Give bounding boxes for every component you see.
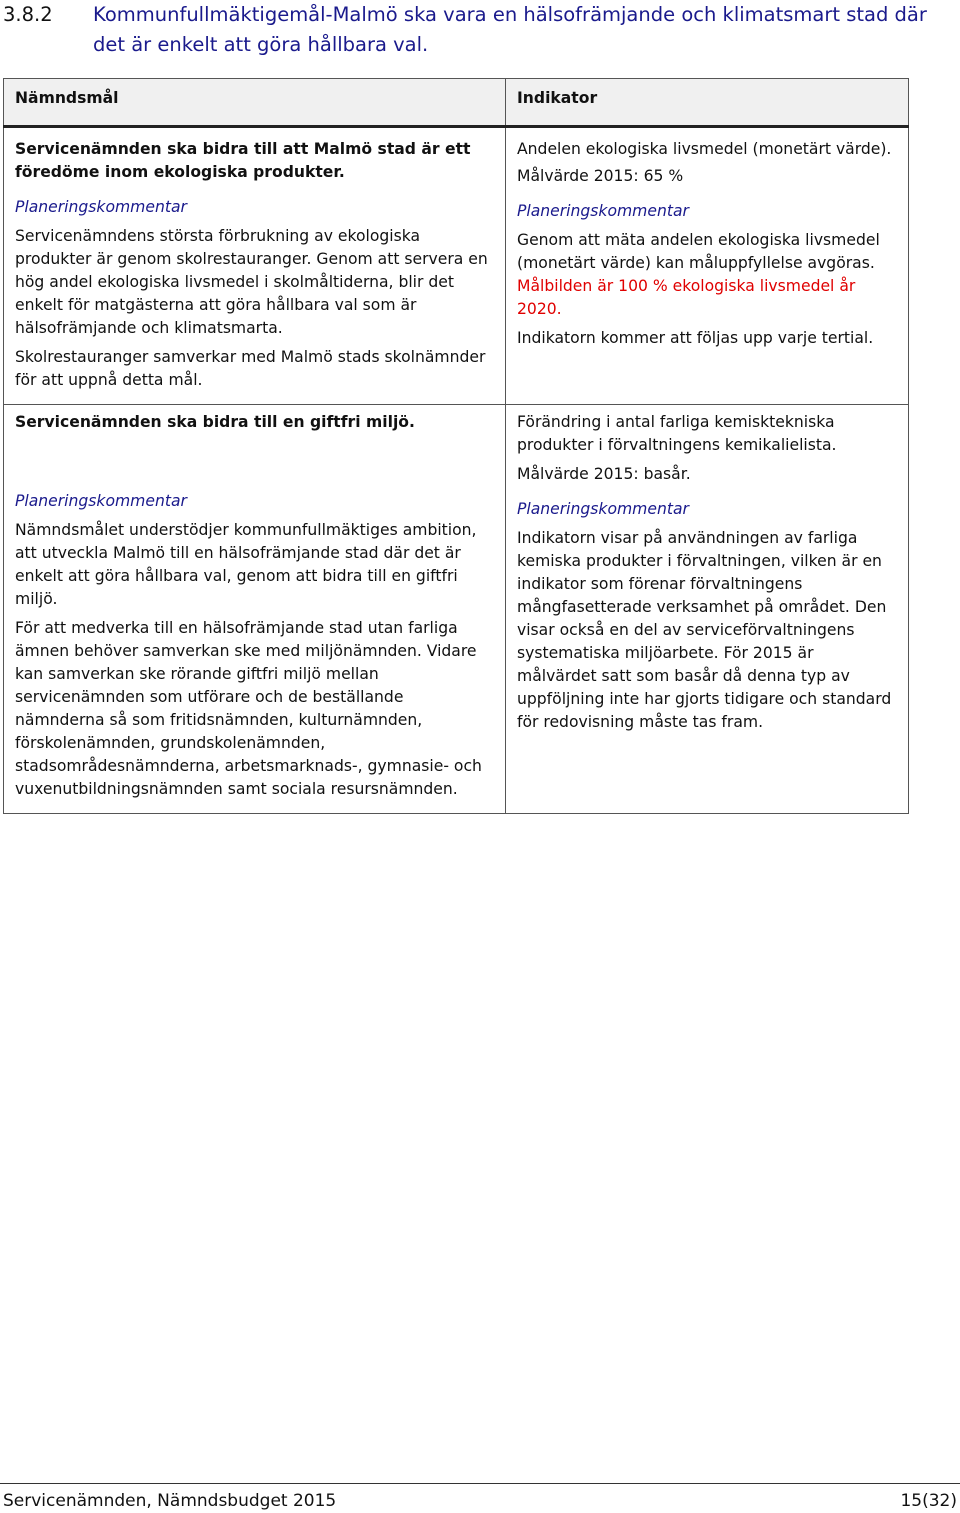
goal-title: Servicenämnden ska bidra till en giftfri miljö. [15,413,415,431]
section-number: 3.8.2 [3,3,53,26]
comment-heading: Planeringskommentar [15,492,187,510]
footer-page-number: 15(32) [900,1491,957,1511]
indicator-text: Genom att mäta andelen ekologiska livsmedel (monetärt värde) kan måluppfyllelse avgöras. [517,231,880,272]
table-header-row [4,79,909,127]
indicator-paragraph [517,229,898,321]
goal-title: Servicenämnden ska bidra till att Malmö stad är ett föredöme inom ekologiska produkter. [15,140,471,181]
indicator-cell [506,127,909,405]
table-row [4,127,909,405]
indicator-target: Målvärde 2015: basår. [517,465,691,483]
indicator-paragraph: Indikatorn visar på användningen av farliga kemiska produkter i förvaltningen, vilken är en indikator som förenar förvaltningens mångfasetterade verksamhet på området. Den visar också en del av serviceförvaltningens systematiska miljöarbete. För 2015 är målvärdet satt som basår då denna typ av uppföljning inte har gjorts tidigare och standard för redovisning måste tas fram. [517,529,892,731]
spacer [15,440,495,478]
goal-cell [4,127,506,405]
footer-divider [0,1483,960,1484]
header-indikator: Indikator [506,79,909,127]
header-namndsmal: Nämndsmål [4,79,506,127]
goal-paragraph: För att medverka till en hälsofrämjande stad utan farliga ämnen behöver samverkan ske med miljönämnden. Vidare kan samverkan ske rörande giftfri miljö mellan servicenämnden som utförare och de beställande nämnderna så som fritidsnämnden, kulturnämnden, förskolenämnden, grundskolenämnden, stadsområdesnämnderna, arbetsmarknads-, gymnasie- och vuxenutbildningsnämnden samt sociala resursnämnden. [15,619,482,798]
goals-table [3,78,909,814]
footer-document-title: Servicenämnden, Nämndsbudget 2015 [3,1491,337,1511]
comment-heading: Planeringskommentar [517,202,689,220]
indicator-target-vision: Målbilden är 100 % ekologiska livsmedel år 2020. [517,277,856,318]
indicator-target: Målvärde 2015: 65 % [517,167,684,185]
comment-heading: Planeringskommentar [15,198,187,216]
section-title: Kommunfullmäktigemål-Malmö ska vara en hälsofrämjande och klimatsmart stad där det är enkelt att göra hållbara val. [93,3,927,56]
goal-paragraph: Servicenämndens största förbrukning av ekologiska produkter är genom skolrestauranger. Genom att servera en hög andel ekologiska livsmedel i skolmåltiderna, blir det enkelt för matgästerna att göra hållbara val som är hälsofrämjande och klimatsmarta. [15,227,488,337]
comment-heading: Planeringskommentar [517,500,689,518]
indicator-paragraph: Indikatorn kommer att följas upp varje tertial. [517,329,874,347]
indicator-cell [506,405,909,814]
goal-paragraph: Skolrestauranger samverkar med Malmö stads skolnämnder för att uppnå detta mål. [15,348,486,389]
goal-cell [4,405,506,814]
goal-paragraph: Nämndsmålet understödjer kommunfullmäktiges ambition, att utveckla Malmö till en hälsofrämjande stad där det är enkelt att göra hållbara val, genom att bidra till en giftfri miljö. [15,521,477,608]
table-row [4,405,909,814]
indicator-title: Förändring i antal farliga kemisktekniska produkter i förvaltningens kemikalielista. [517,413,837,454]
indicator-title: Andelen ekologiska livsmedel (monetärt värde). [517,140,892,158]
